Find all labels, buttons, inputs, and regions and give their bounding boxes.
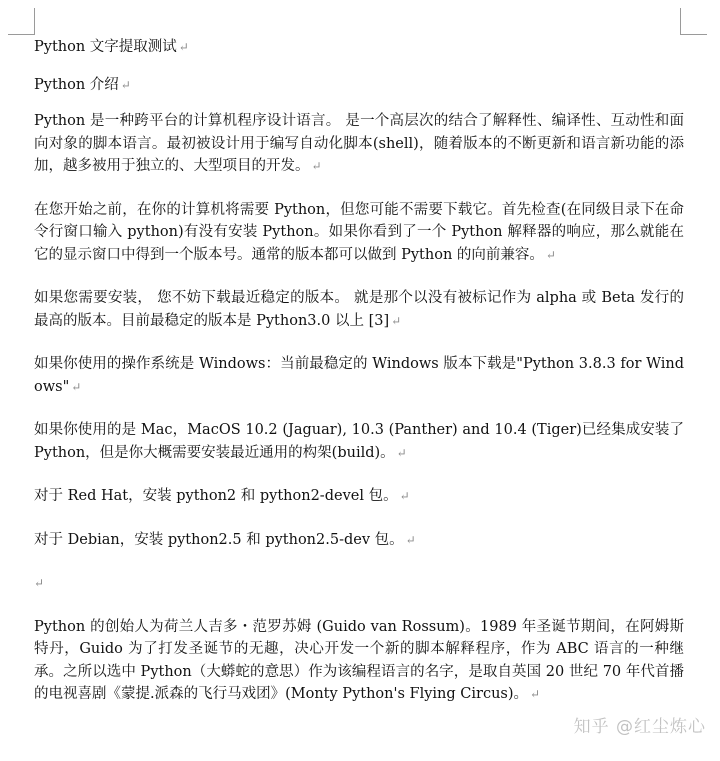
page-corner-mark-left bbox=[8, 8, 35, 35]
document-body[interactable] bbox=[34, 36, 684, 727]
paragraph-mark-icon: ↵ bbox=[396, 445, 407, 460]
paragraph-mark-icon: ↵ bbox=[399, 489, 410, 503]
paragraph-mark-icon: ↵ bbox=[391, 313, 402, 328]
paragraph-mark-icon: ↵ bbox=[311, 159, 322, 173]
paragraph-text: Python 文字提取测试 bbox=[34, 39, 177, 55]
page-corner-mark-right bbox=[680, 8, 707, 35]
paragraph-check-installation bbox=[34, 199, 684, 267]
paragraph-text: 在您开始之前，在你的计算机将需要 Python，但您可能不需要下载它。首先检查(在同级目录下在命令行窗口输入 python)有没有安装 Python。如果你看到了一个 Python 解释器的响应，那么就能在它的显示窗口中得到一个版本号。通常的版本都可以做到 Python 的向前兼容。 bbox=[34, 201, 684, 263]
paragraph-text: 如果你使用的是 Mac，MacOS 10.2 (Jaguar), 10.3 (Panther) and 10.4 (Tiger)已经集成安装了 Python，但是你大概需要安装最近通用的构架(build)。 bbox=[34, 422, 684, 461]
paragraph-mark-icon: ↵ bbox=[120, 77, 131, 92]
paragraph-windows bbox=[34, 353, 684, 398]
paragraph-text: Python 介绍 bbox=[34, 76, 119, 93]
zhihu-watermark: 知乎 @红尘炼心 bbox=[573, 717, 706, 737]
paragraph-mac bbox=[34, 419, 684, 464]
paragraph-text: 如果你使用的操作系统是 Windows：当前最稳定的 Windows 版本下载是"Python 3.8.3 for Windows" bbox=[34, 356, 684, 395]
paragraph-text: 对于 Debian，安装 python2.5 和 python2.5-dev 包。 bbox=[34, 531, 404, 548]
document-title bbox=[34, 36, 684, 59]
paragraph-install-stable bbox=[34, 287, 684, 332]
paragraph-mark-icon: ↵ bbox=[178, 40, 189, 54]
paragraph-debian bbox=[34, 529, 684, 552]
paragraph-history bbox=[34, 616, 684, 706]
paragraph-mark-icon: ↵ bbox=[530, 687, 541, 701]
section-heading bbox=[34, 74, 684, 97]
empty-paragraph bbox=[34, 572, 684, 595]
paragraph-python-overview bbox=[34, 110, 684, 178]
paragraph-text: 对于 Red Hat，安装 python2 和 python2-devel 包。 bbox=[34, 488, 398, 504]
paragraph-red-hat bbox=[34, 485, 684, 508]
paragraph-mark-icon: ↵ bbox=[405, 532, 416, 547]
paragraph-text: Python 的创始人为荷兰人吉多・范罗苏姆 (Guido van Rossum)。1989 年圣诞节期间，在阿姆斯特丹，Guido 为了打发圣诞节的无趣，决心开发一个新的脚本解释程序，作为 ABC 语言的一种继承。之所以选中 Python（大蟒蛇的意思）作为该编程语言的名字，是取自英国 20 世纪 70 年代首播的电视喜剧《蒙提.派森的飞行马戏团》(Monty Python's Flying Circus)。 bbox=[34, 618, 684, 702]
paragraph-mark-icon: ↵ bbox=[34, 576, 45, 590]
paragraph-text: 如果您需要安装， 您不妨下载最近稳定的版本。 就是那个以没有被标记作为 alpha 或 Beta 发行的最高的版本。目前最稳定的版本是 Python3.0 以上 [3] bbox=[34, 290, 684, 329]
paragraph-mark-icon: ↵ bbox=[545, 247, 556, 262]
paragraph-text: Python 是一种跨平台的计算机程序设计语言。 是一个高层次的结合了解释性、编译性、互动性和面向对象的脚本语言。最初被设计用于编写自动化脚本(shell)，随着版本的不断更新和语言新功能的添加，越多被用于独立的、大型项目的开发。 bbox=[34, 113, 684, 174]
paragraph-mark-icon: ↵ bbox=[71, 379, 82, 394]
